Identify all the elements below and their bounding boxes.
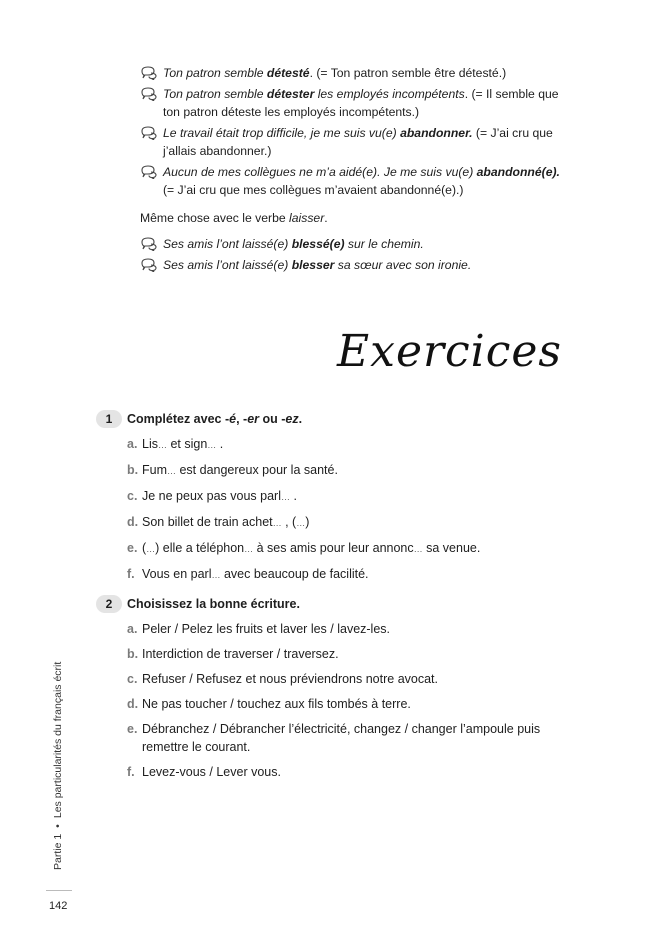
item-letter: a. [127,622,138,636]
text-segment: Ton patron semble [163,66,267,80]
text-segment: Ses amis l’ont laissé(e) [163,237,292,251]
part-label: Partie 1 [52,833,64,870]
item-letter: e. [127,541,138,555]
page-number: 142 [49,900,68,912]
speech-bubble-icon [140,237,158,251]
text-segment: abandonner. [400,126,473,140]
item-letter: e. [127,722,138,736]
speech-bubble-icon [140,126,158,140]
text-segment: Débranchez / Débrancher l’électricité, changez / changer l’ampoule puis remettre le courant. [142,722,541,754]
text-segment: avec beaucoup de facilité. [220,567,369,581]
example-sentence [140,124,570,160]
text-segment: Complétez avec - [127,412,230,426]
text-segment: Choisissez la bonne écriture. [127,597,300,611]
text-segment: et sign [166,437,208,451]
exercise-number-badge: 2 [96,595,122,613]
text-segment: sa sœur avec son ironie. [334,258,472,272]
exercise-item [127,487,576,506]
chapter-label: Les particularités du français écrit [52,661,64,819]
text-segment: … [296,518,306,528]
note-verb: laisser [289,211,325,225]
text-segment: blesser [291,258,335,272]
exercise-2 [96,595,576,788]
text-segment: sa venue. [422,541,481,555]
exercise-item [127,695,576,713]
text-segment: Fum [142,463,167,477]
text-segment: , ( [281,515,297,529]
item-letter: c. [127,672,138,686]
text-segment: … [413,544,423,554]
text-segment: Son billet de train achet [142,515,273,529]
exercise-item [127,539,576,558]
text-segment: Levez-vous / Lever vous. [142,765,281,779]
text-segment: est dangereux pour la santé. [176,463,338,477]
exercise-header [96,595,576,613]
exercise-title [127,595,300,613]
text-segment: sur le chemin. [344,237,424,251]
item-letter: f. [127,765,135,779]
text-segment: ou - [259,412,286,426]
example-sentence [140,256,570,274]
exercise-item [127,565,576,584]
exercise-1 [96,410,576,591]
text-segment: abandonné(e). [476,165,560,179]
text-segment: Refuser / Refusez et nous préviendrons notre avocat. [142,672,438,686]
item-letter: d. [127,697,139,711]
text-segment: Le travail était trop difficile, je me suis vu(e) [163,126,401,140]
text-segment: Lis [142,437,158,451]
text-segment: Vous en parl [142,567,212,581]
text-segment: . (= Ton patron semble être détesté.) [309,66,507,80]
exercise-item [127,645,576,663]
text-segment: … [167,466,176,476]
example-list [140,64,570,199]
text-segment: Peler / Pelez les fruits et laver les / lavez-les. [142,622,391,636]
exercise-items [127,435,576,584]
item-letter: b. [127,463,139,477]
bullet-separator: • [52,824,64,828]
example-sentence [140,163,570,199]
note-text: Même chose avec le verbe [140,211,290,225]
text-segment: … [272,518,282,528]
text-segment: . [298,412,303,426]
text-segment: Ne pas toucher / touchez aux fils tombés à terre. [142,697,411,711]
speech-bubble-icon [140,165,158,179]
speech-bubble-icon [140,258,158,272]
text-segment: détesté [266,66,310,80]
text-segment: blessé(e) [291,237,345,251]
example-sentence [140,235,570,253]
text-segment: Ton patron semble [163,87,267,101]
text-segment: … [146,544,156,554]
exercise-title [127,410,302,428]
text-segment: er [247,412,260,426]
note-line [140,209,570,227]
text-segment: Je ne peux pas vous parl [142,489,281,503]
text-segment: Aucun de mes collègues ne m’a aidé(e). Je me suis vu(e) [163,165,477,179]
text-segment: à ses amis pour leur annonc [253,541,414,555]
text-segment: é [229,412,237,426]
text-segment: Interdiction de traverser / traversez. [142,647,339,661]
exercise-item [127,620,576,638]
text-segment: ( [142,541,147,555]
text-segment: ) elle a téléphon [155,541,245,555]
exercise-item [127,513,576,532]
item-letter: b. [127,647,139,661]
section-title: Exercices [337,326,562,377]
text-segment: . [289,489,297,503]
exercise-items [127,620,576,781]
text-segment: détester [266,87,315,101]
text-segment: Ses amis l’ont laissé(e) [163,258,292,272]
text-segment: , - [236,412,248,426]
text-segment: ) [305,515,310,529]
text-segment: les employés incompétents [314,87,465,101]
exercise-item [127,435,576,454]
exercise-item [127,670,576,688]
text-segment: . (= Il semble que ton patron déteste les employés incompétents.) [163,87,559,119]
text-segment: (= J’ai cru que mes collègues m’avaient abandonné(e).) [163,183,464,197]
note-period: . [324,211,328,225]
example-sentence [140,85,570,121]
text-segment: … [207,440,217,450]
text-segment: … [280,492,290,502]
exercise-header [96,410,576,428]
exercise-number-badge: 1 [96,410,122,428]
text-segment: … [157,440,167,450]
text-segment: … [244,544,254,554]
running-header-vertical [52,662,64,870]
speech-bubble-icon [140,66,158,80]
divider-rule [46,890,72,891]
examples-block [140,64,570,277]
example-list-laisser [140,235,570,274]
example-sentence [140,64,570,82]
text-segment: … [211,570,221,580]
exercise-item [127,461,576,480]
speech-bubble-icon [140,87,158,101]
text-segment: . [216,437,224,451]
exercise-item [127,720,576,756]
item-letter: d. [127,515,139,529]
item-letter: f. [127,567,135,581]
item-letter: c. [127,489,138,503]
exercise-item [127,763,576,781]
text-segment: (= J’ai cru que j’allais abandonner.) [163,126,553,158]
item-letter: a. [127,437,138,451]
text-segment: ez [285,412,299,426]
